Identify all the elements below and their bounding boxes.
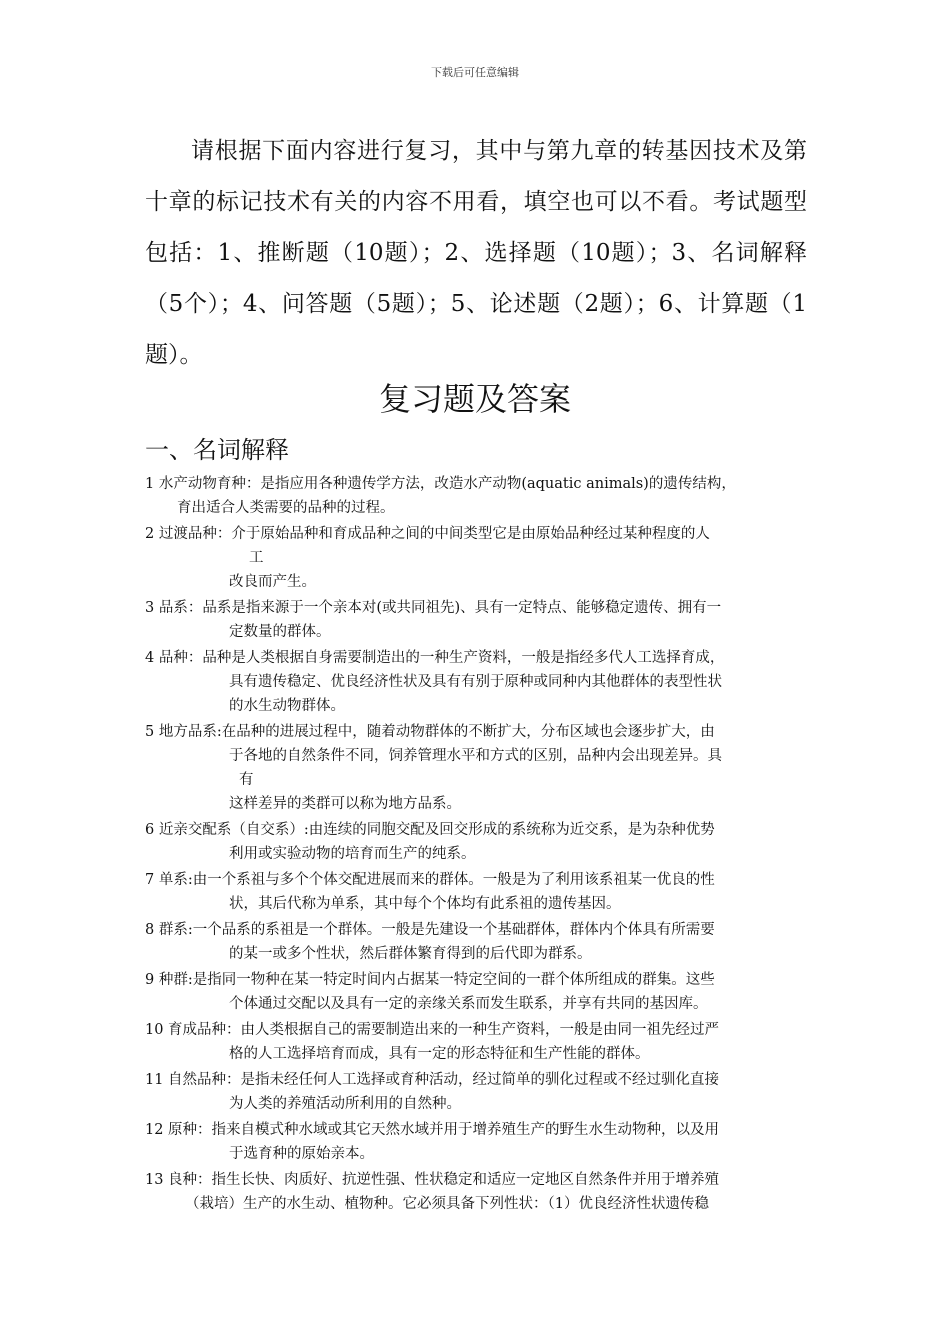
entry-line: 具有遗传稳定、优良经济性状及具有有别于原种或同种内其他群体的表型性状	[229, 674, 722, 690]
entry-line: 12 原种：指来自模式种水域或其它天然水域并用于增养殖生产的野生水生动物种，以及用	[145, 1122, 720, 1138]
entry-line: 定数量的群体。	[229, 624, 331, 640]
glossary-entry	[145, 596, 809, 644]
entry-line: 6 近亲交配系（自交系）:由连续的同胞交配及回交形成的系统称为近交系，是为杂种优势	[145, 822, 715, 838]
entry-line: 11 自然品种：是指未经任何人工选择或育种活动，经过简单的驯化过程或不经过驯化直接	[145, 1072, 720, 1088]
intro-paragraph: 请根据下面内容进行复习，其中与第九章的转基因技术及第十章的标记技术有关的内容不用看，填空也可以不看。考试题型包括：1、推断题（10题）；2、选择题（10题）；3、名词解释（5个）；4、问答题（5题）；5、论述题（2题）；6、计算题（1题）。	[145, 138, 807, 368]
entry-line: 这样差异的类群可以称为地方品系。	[229, 796, 461, 812]
entry-line: 为人类的养殖活动所利用的自然种。	[229, 1096, 461, 1112]
glossary-entry	[145, 918, 809, 966]
glossary-entry	[145, 1118, 809, 1166]
glossary-entry	[145, 1018, 809, 1066]
entry-line: 的水生动物群体。	[229, 698, 345, 714]
entry-line: 利用或实验动物的培育而生产的纯系。	[229, 846, 476, 862]
glossary-entry	[145, 1168, 809, 1216]
entry-line: 工	[249, 550, 264, 566]
entry-line: 4 品种：品种是人类根据自身需要制造出的一种生产资料，一般是指经多代人工选择育成，	[145, 650, 725, 666]
entry-line: 10 育成品种：由人类根据自己的需要制造出来的一种生产资料，一般是由同一祖先经过严	[145, 1022, 720, 1038]
glossary-entry	[145, 1068, 809, 1116]
section-heading: 一、名词解释	[145, 436, 289, 464]
glossary-entry	[145, 818, 809, 866]
entry-line: 7 单系:由一个系祖与多个个体交配进展而来的群体。一般是为了利用该系祖某一优良的性	[145, 872, 715, 888]
entry-line: 9 种群:是指同一物种在某一特定时间内占据某一特定空间的一群个体所组成的群集。这些	[145, 972, 715, 988]
glossary-entry	[145, 646, 809, 718]
entry-line: 13 良种：指生长快、肉质好、抗逆性强、性状稳定和适应一定地区自然条件并用于增养殖	[145, 1172, 720, 1188]
glossary-entry	[145, 472, 809, 520]
entry-line: 于选育种的原始亲本。	[229, 1146, 374, 1162]
glossary-entry	[145, 522, 809, 594]
entry-line: 2 过渡品种：介于原始品种和育成品种之间的中间类型它是由原始品种经过某种程度的人	[145, 526, 710, 542]
entry-line: 状，其后代称为单系，其中每个个体均有此系祖的遗传基因。	[229, 896, 621, 912]
entry-line: 于各地的自然条件不同，饲养管理水平和方式的区别，品种内会出现差异。具	[229, 748, 722, 764]
glossary-list	[145, 472, 809, 1218]
entry-line: 8 群系:一个品系的系祖是一个群体。一般是先建设一个基础群体，群体内个体具有所需要	[145, 922, 715, 938]
entry-line: 育出适合人类需要的品种的过程。	[177, 500, 395, 516]
page-header: 下载后可任意编辑	[431, 66, 519, 79]
glossary-entry	[145, 720, 809, 816]
entry-line: 1 水产动物育种：是指应用各种遗传学方法，改造水产动物(aquatic animals)的遗传结构，	[145, 476, 736, 492]
glossary-entry	[145, 868, 809, 916]
entry-line: 的某一或多个性状，然后群体繁育得到的后代即为群系。	[229, 946, 592, 962]
entry-line: 个体通过交配以及具有一定的亲缘关系而发生联系，并享有共同的基因库。	[229, 996, 708, 1012]
entry-line: 3 品系：品系是指来源于一个亲本对(或共同祖先)、具有一定特点、能够稳定遗传、拥有一	[145, 600, 722, 616]
entry-line: 改良而产生。	[229, 574, 316, 590]
entry-line: （栽培）生产的水生动、植物种。它必须具备下列性状：（1）优良经济性状遗传稳	[185, 1196, 709, 1212]
entry-line: 格的人工选择培育而成，具有一定的形态特征和生产性能的群体。	[229, 1046, 650, 1062]
document-title: 复习题及答案	[378, 380, 571, 418]
entry-line: 有	[239, 772, 254, 788]
glossary-entry	[145, 968, 809, 1016]
entry-line: 5 地方品系:在品种的进展过程中，随着动物群体的不断扩大，分布区域也会逐步扩大，由	[145, 724, 715, 740]
